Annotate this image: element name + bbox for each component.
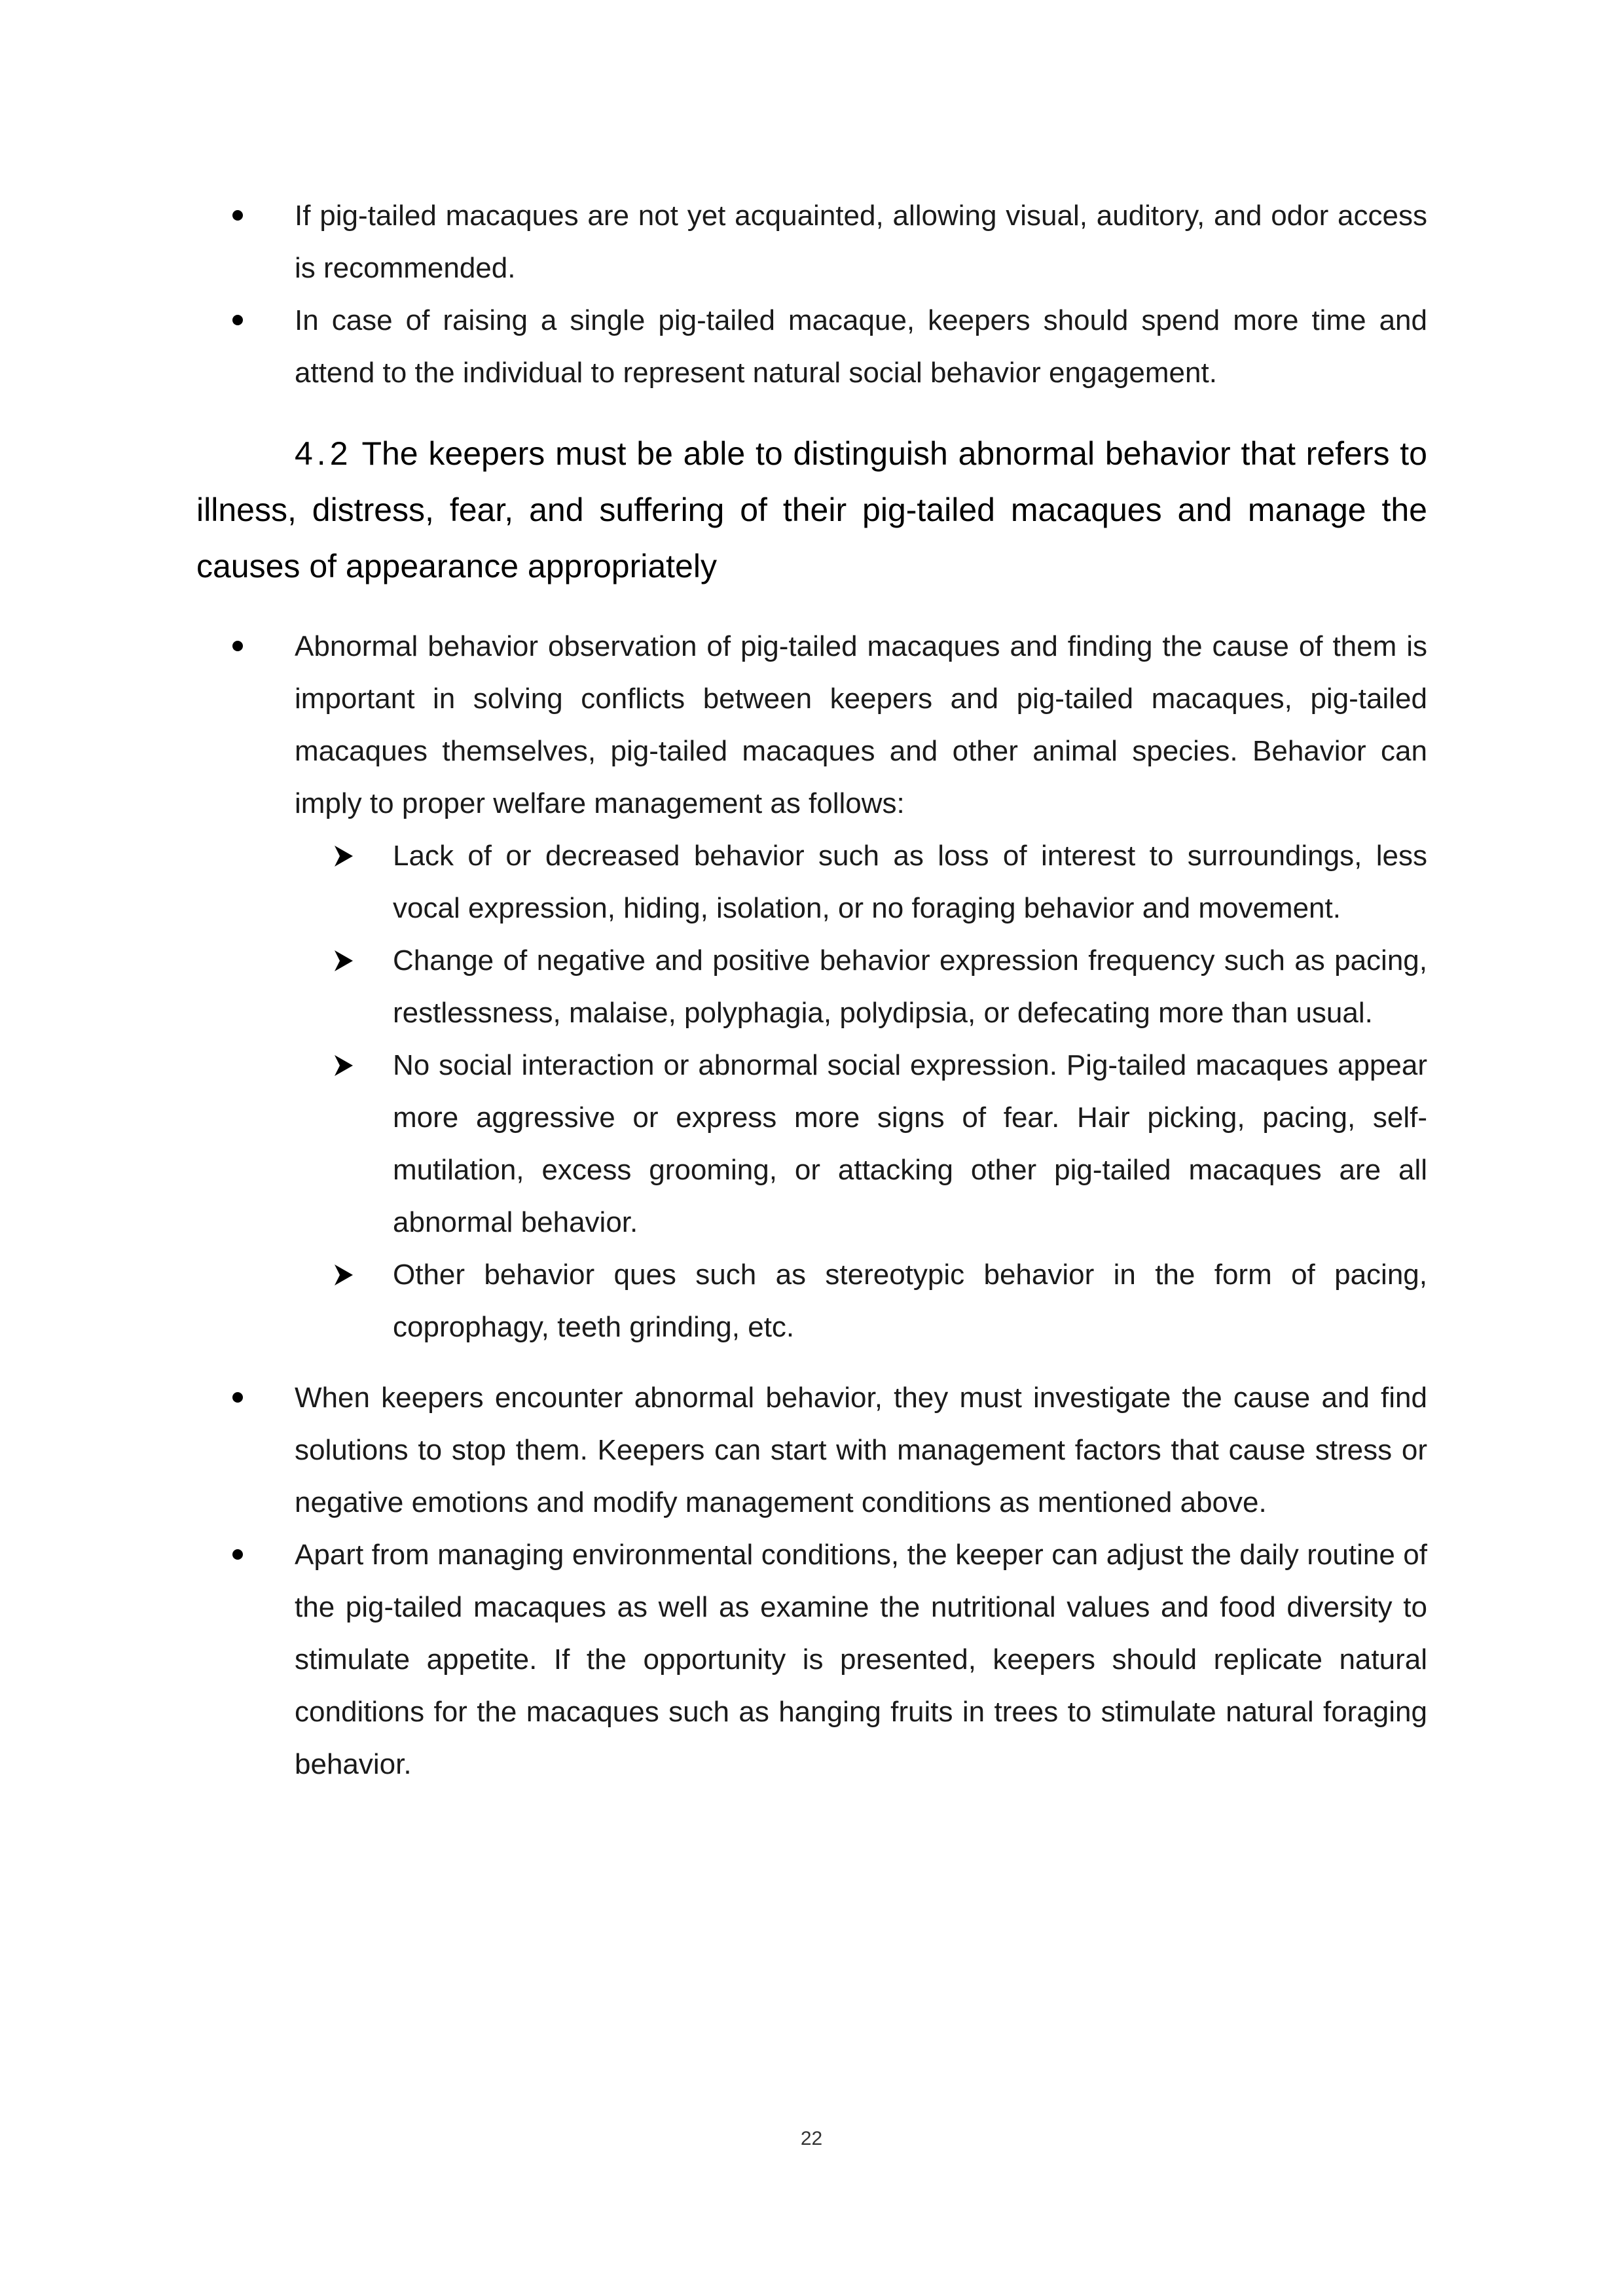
arrowhead-bullet-icon	[331, 1039, 357, 1092]
bullet-dot-icon	[232, 1392, 243, 1403]
sub-bullet-item	[196, 1249, 1427, 1354]
page-content	[196, 190, 1427, 1791]
arrowhead-bullet-icon	[331, 830, 357, 882]
bullet-text: Abnormal behavior observation of pig-tailed macaques and finding the cause of them is important in solving conflicts between keepers and pig-tailed macaques, pig-tailed macaques themselves, pig-tailed macaques and other animal species. Behavior can imply to proper welfare management as follows:	[295, 630, 1427, 819]
arrowhead-bullet-icon	[331, 1249, 357, 1301]
bullet-item	[196, 620, 1427, 830]
sub-bullet-item	[196, 1039, 1427, 1249]
sub-bullet-text: Change of negative and positive behavior expression frequency such as pacing, restlessness, malaise, polyphagia, polydipsia, or defecating more than usual.	[393, 944, 1427, 1029]
sub-bullet-item	[196, 935, 1427, 1039]
bullet-text: Apart from managing environmental conditions, the keeper can adjust the daily routine of the pig-tailed macaques as well as examine the nutritional values and food diversity to stimulate appetite. If the opportunity is presented, keepers should replicate natural conditions for the macaques such as hanging fruits in trees to stimulate natural foraging behavior.	[295, 1539, 1427, 1780]
section-heading-text: The keepers must be able to distinguish abnormal behavior that refers to illness, distress, fear, and suffering of their pig-tailed macaques and manage the causes of appearance appropriately	[196, 435, 1427, 584]
bullet-item	[196, 1372, 1427, 1529]
bullet-item	[196, 295, 1427, 399]
arrowhead-bullet-icon	[331, 935, 357, 987]
spacer	[196, 1354, 1427, 1372]
sub-bullet-text: Other behavior ques such as stereotypic behavior in the form of pacing, coprophagy, teeth grinding, etc.	[393, 1259, 1427, 1343]
sub-bullet-text: Lack of or decreased behavior such as loss of interest to surroundings, less vocal expression, hiding, isolation, or no foraging behavior and movement.	[393, 840, 1427, 924]
bullet-item	[196, 1529, 1427, 1791]
bullet-item	[196, 190, 1427, 295]
sub-bullet-item	[196, 830, 1427, 935]
section-heading	[196, 425, 1427, 594]
sub-bullet-text: No social interaction or abnormal social expression. Pig-tailed macaques appear more aggressive or express more signs of fear. Hair picking, pacing, self-mutilation, excess grooming, or attacking other pig-tailed macaques are all abnormal behavior.	[393, 1049, 1427, 1238]
bullet-dot-icon	[232, 315, 243, 325]
bullet-dot-icon	[232, 1549, 243, 1560]
bullet-text: If pig-tailed macaques are not yet acquainted, allowing visual, auditory, and odor access is recommended.	[295, 200, 1427, 284]
page-number: 22	[800, 2128, 823, 2149]
bullet-dot-icon	[232, 210, 243, 221]
bullet-dot-icon	[232, 641, 243, 651]
section-number: 4.2	[295, 435, 352, 472]
bottom-bullet-list	[196, 1372, 1427, 1791]
bullet-text: When keepers encounter abnormal behavior, they must investigate the cause and find solutions to stop them. Keepers can start with management factors that cause stress or negative emotions and modify management conditions as mentioned above.	[295, 1382, 1427, 1518]
top-bullet-list	[196, 190, 1427, 399]
bullet-text: In case of raising a single pig-tailed macaque, keepers should spend more time and attend to the individual to represent natural social behavior engagement.	[295, 304, 1427, 389]
abnormal-behavior-list	[196, 620, 1427, 1354]
